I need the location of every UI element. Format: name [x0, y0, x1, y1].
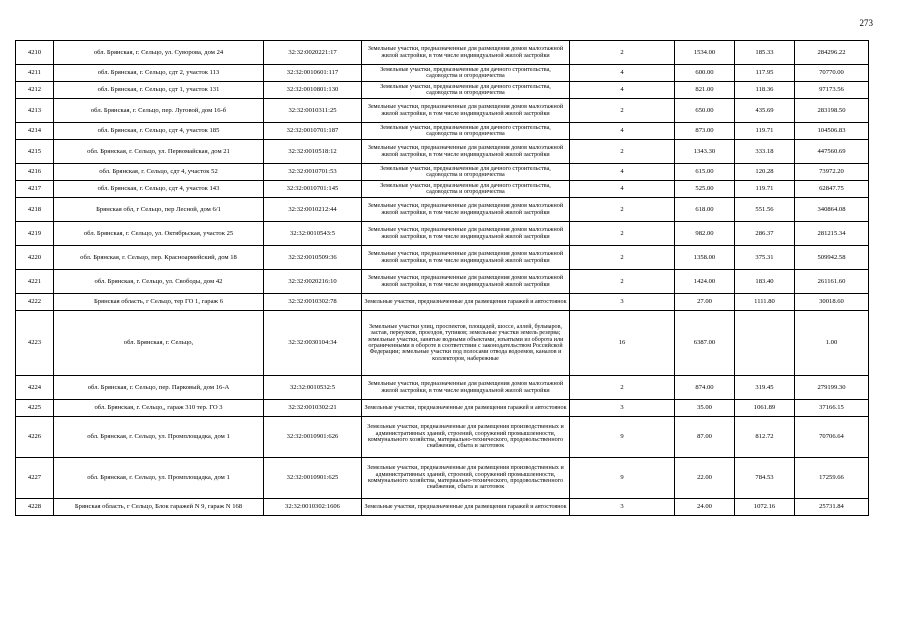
table-row [16, 198, 869, 222]
specific-value-cell: 551.56 [735, 198, 795, 222]
land-use-cell: Земельные участки, предназначенные для дачного строительства, садоводства и огородничества [362, 82, 570, 99]
cadastral-number-cell: 32:32:0010532:5 [264, 376, 362, 400]
specific-value-cell: 784.53 [735, 458, 795, 499]
land-use-cell: Земельные участки, предназначенные для размещения гаражей и автостоянок [362, 294, 570, 311]
table-row [16, 376, 869, 400]
row-number-cell: 4215 [16, 140, 54, 164]
cadastral-value-cell: 284296.22 [795, 41, 869, 65]
cadastral-number-cell: 32:32:0010701:187 [264, 123, 362, 140]
table-body [16, 41, 869, 516]
row-number-cell: 4210 [16, 41, 54, 65]
cadastral-value-cell: 73972.20 [795, 164, 869, 181]
group-cell: 2 [570, 246, 675, 270]
address-cell: обл. Брянская, г. Сельцо, ул. Первомайская, дом 21 [54, 140, 264, 164]
row-number-cell: 4212 [16, 82, 54, 99]
specific-value-cell: 119.71 [735, 181, 795, 198]
cadastral-number-cell: 32:32:0010311:25 [264, 99, 362, 123]
area-cell: 1424.00 [675, 270, 735, 294]
area-cell: 87.00 [675, 417, 735, 458]
table-row [16, 417, 869, 458]
table-row [16, 41, 869, 65]
cadastral-value-cell: 281215.34 [795, 222, 869, 246]
address-cell: обл. Брянская, г. Сельцо, сдт 2, участок 113 [54, 65, 264, 82]
address-cell: обл. Брянская, г. Сельцо, ул. Промплощадка, дом 1 [54, 458, 264, 499]
row-number-cell: 4228 [16, 499, 54, 516]
cadastral-value-cell: 62847.75 [795, 181, 869, 198]
specific-value-cell: 118.36 [735, 82, 795, 99]
area-cell: 618.00 [675, 198, 735, 222]
cadastral-number-cell: 32:32:0010901:626 [264, 417, 362, 458]
cadastral-value-cell: 283198.50 [795, 99, 869, 123]
table-row [16, 499, 869, 516]
cadastral-value-cell: 447560.69 [795, 140, 869, 164]
cadastral-value-cell: 104506.83 [795, 123, 869, 140]
cadastral-number-cell: 32:32:0010518:12 [264, 140, 362, 164]
table-row [16, 65, 869, 82]
address-cell: обл. Брянская, г. Сельцо, сдт 4, участок 185 [54, 123, 264, 140]
address-cell: обл. Брянская, г. Сельцо, ул. Промплощадка, дом 1 [54, 417, 264, 458]
group-cell: 16 [570, 311, 675, 376]
row-number-cell: 4223 [16, 311, 54, 376]
cadastral-value-cell: 261161.60 [795, 270, 869, 294]
cadastral-number-cell: 32:32:0010701:53 [264, 164, 362, 181]
group-cell: 2 [570, 140, 675, 164]
cadastral-number-cell: 32:32:0010901:625 [264, 458, 362, 499]
specific-value-cell: 120.28 [735, 164, 795, 181]
land-use-cell: Земельные участки, предназначенные для дачного строительства, садоводства и огородничества [362, 123, 570, 140]
row-number-cell: 4224 [16, 376, 54, 400]
cadastral-number-cell: 32:32:0010801:130 [264, 82, 362, 99]
area-cell: 24.00 [675, 499, 735, 516]
group-cell: 2 [570, 198, 675, 222]
area-cell: 874.00 [675, 376, 735, 400]
land-use-cell: Земельные участки, предназначенные для дачного строительства, садоводства и огородничества [362, 181, 570, 198]
address-cell: Брянская обл, г Сельцо, пер Лесной, дом 6/1 [54, 198, 264, 222]
land-use-cell: Земельные участки, предназначенные для размещения производственных и административных зданий, строений, сооружений промышленности, коммунального хозяйства, материально-технического, продовольственного снабжения, сбыта и заготовок [362, 458, 570, 499]
cadastral-number-cell: 32:32:0010701:145 [264, 181, 362, 198]
area-cell: 1534.00 [675, 41, 735, 65]
cadastral-number-cell: 32:32:0010601:117 [264, 65, 362, 82]
area-cell: 1343.30 [675, 140, 735, 164]
area-cell: 35.00 [675, 400, 735, 417]
table-row [16, 311, 869, 376]
specific-value-cell: 1061.89 [735, 400, 795, 417]
cadastral-number-cell: 32:32:0020216:10 [264, 270, 362, 294]
group-cell: 4 [570, 123, 675, 140]
group-cell: 4 [570, 164, 675, 181]
area-cell: 22.00 [675, 458, 735, 499]
specific-value-cell: 812.72 [735, 417, 795, 458]
table-row [16, 294, 869, 311]
group-cell: 2 [570, 41, 675, 65]
address-cell: обл. Брянская, г. Сельцо, сдт 4, участок 143 [54, 181, 264, 198]
row-number-cell: 4222 [16, 294, 54, 311]
cadastral-value-cell: 1.00 [795, 311, 869, 376]
land-use-cell: Земельные участки, предназначенные для размещения домов малоэтажной жилой застройки, в том числе индивидуальной жилой застройки [362, 222, 570, 246]
address-cell: обл. Брянская, г. Сельцо, сдт 4, участок 52 [54, 164, 264, 181]
row-number-cell: 4218 [16, 198, 54, 222]
area-cell: 525.00 [675, 181, 735, 198]
land-use-cell: Земельные участки, предназначенные для размещения домов малоэтажной жилой застройки, в том числе индивидуальной жилой застройки [362, 99, 570, 123]
area-cell: 982.00 [675, 222, 735, 246]
page-number: 273 [859, 18, 873, 28]
cadastral-value-cell: 70770.00 [795, 65, 869, 82]
land-use-cell: Земельные участки улиц, проспектов, площадей, шоссе, аллей, бульваров, застав, переулков, проездов, тупиков; земельные участки земель резерва; земельные участки, занятые водными объектами, изъятыми из оборота или ограниченными в обороте в соответствии с законодательством Российской Федерации; земельные участки под полосами отвода водоемов, каналов и коллекторов, набережные [362, 311, 570, 376]
area-cell: 600.00 [675, 65, 735, 82]
area-cell: 27.00 [675, 294, 735, 311]
table-row [16, 222, 869, 246]
area-cell: 1358.00 [675, 246, 735, 270]
row-number-cell: 4221 [16, 270, 54, 294]
table-row [16, 164, 869, 181]
cadastral-number-cell: 32:32:0010543:5 [264, 222, 362, 246]
table-row [16, 458, 869, 499]
table-row [16, 400, 869, 417]
row-number-cell: 4225 [16, 400, 54, 417]
area-cell: 615.00 [675, 164, 735, 181]
row-number-cell: 4213 [16, 99, 54, 123]
row-number-cell: 4219 [16, 222, 54, 246]
group-cell: 4 [570, 65, 675, 82]
address-cell: Брянская область, г Сельцо, тер ГО 1, гараж 6 [54, 294, 264, 311]
address-cell: обл. Брянская, г. Сельцо, ул. Суворова, дом 24 [54, 41, 264, 65]
specific-value-cell: 117.95 [735, 65, 795, 82]
row-number-cell: 4226 [16, 417, 54, 458]
cadastral-value-cell: 509942.58 [795, 246, 869, 270]
specific-value-cell: 435.69 [735, 99, 795, 123]
address-cell: обл. Брянская, г. Сельцо, [54, 311, 264, 376]
row-number-cell: 4214 [16, 123, 54, 140]
specific-value-cell: 119.71 [735, 123, 795, 140]
area-cell: 873.00 [675, 123, 735, 140]
land-use-cell: Земельные участки, предназначенные для размещения гаражей и автостоянок [362, 499, 570, 516]
land-use-cell: Земельные участки, предназначенные для размещения домов малоэтажной жилой застройки, в том числе индивидуальной жилой застройки [362, 376, 570, 400]
land-use-cell: Земельные участки, предназначенные для дачного строительства, садоводства и огородничества [362, 164, 570, 181]
table-row [16, 99, 869, 123]
row-number-cell: 4211 [16, 65, 54, 82]
land-use-cell: Земельные участки, предназначенные для размещения производственных и административных зданий, строений, сооружений промышленности, коммунального хозяйства, материально-технического, продовольственного снабжения, сбыта и заготовок [362, 417, 570, 458]
group-cell: 2 [570, 270, 675, 294]
table-row [16, 246, 869, 270]
group-cell: 9 [570, 417, 675, 458]
group-cell: 2 [570, 376, 675, 400]
cadastral-value-cell: 17259.66 [795, 458, 869, 499]
cadastral-number-cell: 32:32:0010302:78 [264, 294, 362, 311]
area-cell: 821.00 [675, 82, 735, 99]
cadastral-number-cell: 32:32:0010302:21 [264, 400, 362, 417]
address-cell: обл. Брянская, г. Сельцо, ул. Свободы, дом 42 [54, 270, 264, 294]
land-use-cell: Земельные участки, предназначенные для размещения домов малоэтажной жилой застройки, в том числе индивидуальной жилой застройки [362, 246, 570, 270]
cadastral-value-cell: 97173.56 [795, 82, 869, 99]
land-use-cell: Земельные участки, предназначенные для размещения домов малоэтажной жилой застройки, в том числе индивидуальной жилой застройки [362, 140, 570, 164]
area-cell: 6387.00 [675, 311, 735, 376]
specific-value-cell: 1111.80 [735, 294, 795, 311]
cadastral-number-cell: 32:32:0010212:44 [264, 198, 362, 222]
specific-value-cell: 286.37 [735, 222, 795, 246]
row-number-cell: 4216 [16, 164, 54, 181]
specific-value-cell: 319.45 [735, 376, 795, 400]
row-number-cell: 4220 [16, 246, 54, 270]
address-cell: обл. Брянская, г. Сельцо, сдт 1, участок 131 [54, 82, 264, 99]
table-row [16, 270, 869, 294]
group-cell: 4 [570, 181, 675, 198]
cadastral-value-cell: 70706.64 [795, 417, 869, 458]
specific-value-cell: 1072.16 [735, 499, 795, 516]
land-use-cell: Земельные участки, предназначенные для дачного строительства, садоводства и огородничества [362, 65, 570, 82]
specific-value-cell [735, 311, 795, 376]
specific-value-cell: 375.31 [735, 246, 795, 270]
address-cell: обл. Брянская, г. Сельцо, пер. Луговой, дом 16-б [54, 99, 264, 123]
group-cell: 3 [570, 499, 675, 516]
cadastral-value-cell: 25731.84 [795, 499, 869, 516]
cadastral-value-cell: 37166.15 [795, 400, 869, 417]
area-cell: 650.00 [675, 99, 735, 123]
group-cell: 3 [570, 400, 675, 417]
specific-value-cell: 183.40 [735, 270, 795, 294]
group-cell: 3 [570, 294, 675, 311]
table-row [16, 140, 869, 164]
cadastral-number-cell: 32:32:0020221:17 [264, 41, 362, 65]
address-cell: обл. Брянская, г. Сельцо, пер. Красноармейский, дом 18 [54, 246, 264, 270]
group-cell: 9 [570, 458, 675, 499]
cadastral-number-cell: 32:32:0010302:1606 [264, 499, 362, 516]
specific-value-cell: 185.33 [735, 41, 795, 65]
address-cell: Брянская область, г Сельцо, Блок гаражей N 9, гараж N 168 [54, 499, 264, 516]
address-cell: обл. Брянская, г. Сельцо, пер. Парковый, дом 16-А [54, 376, 264, 400]
row-number-cell: 4227 [16, 458, 54, 499]
row-number-cell: 4217 [16, 181, 54, 198]
cadastral-number-cell: 32:32:0010509:36 [264, 246, 362, 270]
group-cell: 2 [570, 99, 675, 123]
land-use-cell: Земельные участки, предназначенные для размещения гаражей и автостоянок [362, 400, 570, 417]
land-use-cell: Земельные участки, предназначенные для размещения домов малоэтажной жилой застройки, в том числе индивидуальной жилой застройки [362, 270, 570, 294]
address-cell: обл. Брянская, г. Сельцо, ул. Октябрьская, участок 25 [54, 222, 264, 246]
cadastral-number-cell: 32:32:0030104:34 [264, 311, 362, 376]
land-use-cell: Земельные участки, предназначенные для размещения домов малоэтажной жилой застройки, в том числе индивидуальной жилой застройки [362, 198, 570, 222]
group-cell: 2 [570, 222, 675, 246]
group-cell: 4 [570, 82, 675, 99]
table-row [16, 123, 869, 140]
cadastral-value-cell: 30018.60 [795, 294, 869, 311]
address-cell: обл. Брянская, г. Сельцо,, гараж 310 тер. ГО 3 [54, 400, 264, 417]
land-use-cell: Земельные участки, предназначенные для размещения домов малоэтажной жилой застройки, в том числе индивидуальной жилой застройки [362, 41, 570, 65]
cadastral-value-cell: 279199.30 [795, 376, 869, 400]
table-row [16, 181, 869, 198]
cadastral-value-table [15, 40, 869, 516]
specific-value-cell: 333.18 [735, 140, 795, 164]
cadastral-value-cell: 340864.08 [795, 198, 869, 222]
table-row [16, 82, 869, 99]
